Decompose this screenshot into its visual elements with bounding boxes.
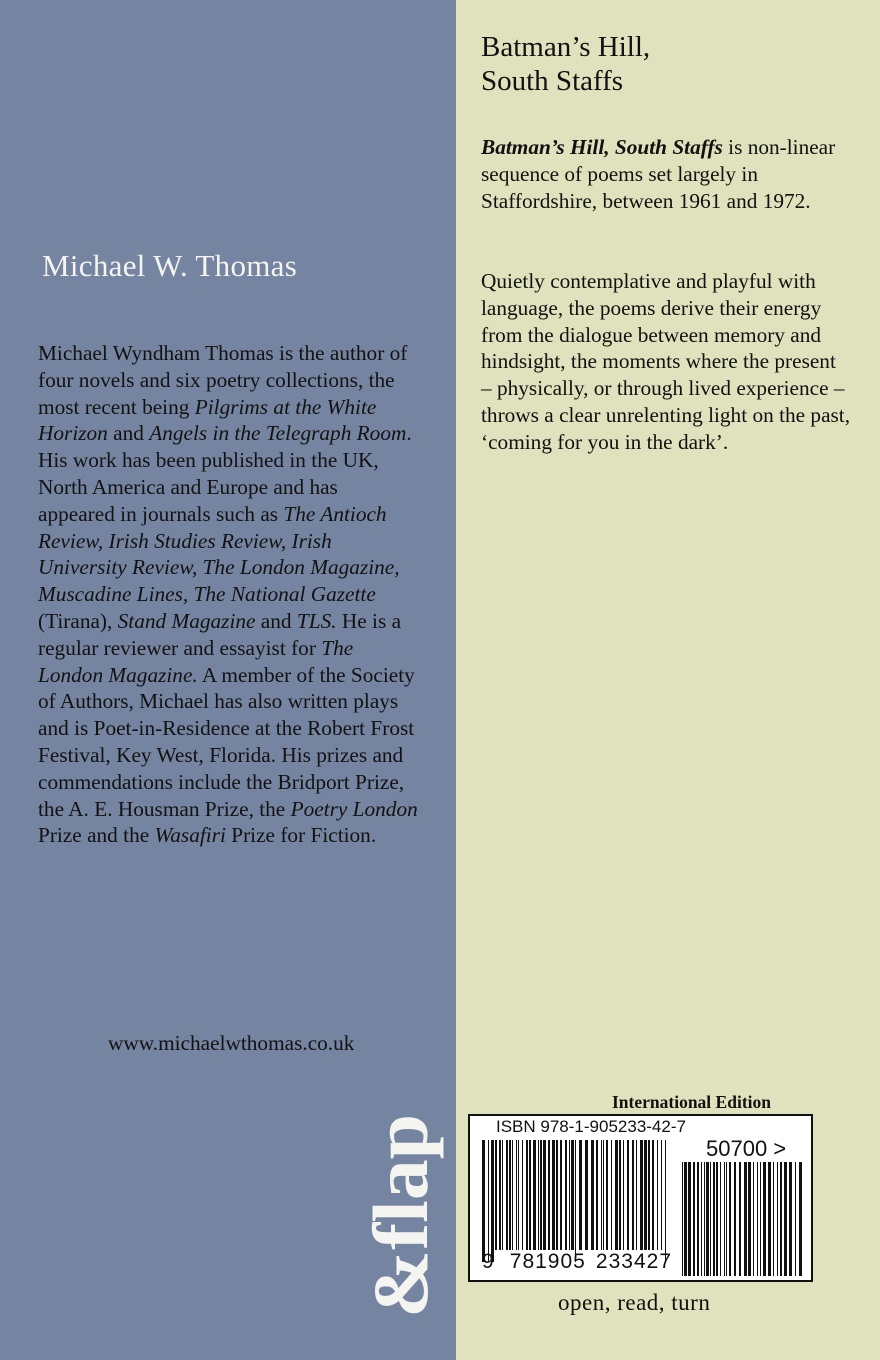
barcode-bar: [697, 1162, 699, 1276]
bio-text: Michael Wyndham Thomas is the author of four novels and six poetry collections, the most recent being: [38, 341, 408, 419]
barcode-bar: [724, 1162, 725, 1276]
barcode-bar: [784, 1162, 787, 1276]
barcode-bar: [744, 1162, 747, 1276]
description-text: is non-linear sequence of poems set largely in Staffordshire, between 1961 and 1972.: [481, 135, 836, 213]
barcode-bar: [552, 1140, 555, 1250]
barcode-bar: [543, 1140, 546, 1250]
barcode-bar: [538, 1140, 539, 1250]
barcode-bar: [571, 1140, 574, 1250]
barcode-bar: [657, 1140, 658, 1250]
barcode-bar: [777, 1162, 778, 1276]
barcode-bar: [780, 1162, 782, 1276]
isbn-label: ISBN 978-1-905233-42-7: [496, 1117, 686, 1136]
barcode-bar: [726, 1162, 727, 1276]
barcode-bar: [526, 1140, 528, 1250]
book-title-line: South Staffs: [481, 65, 624, 97]
price-code: 50700 >: [706, 1136, 787, 1161]
barcode-bar: [652, 1140, 654, 1250]
barcode-bar: [565, 1140, 567, 1250]
bio-text: He is a regular reviewer and essayist for: [38, 608, 402, 660]
barcode-bar: [506, 1140, 508, 1250]
barcode-bar: [720, 1162, 721, 1276]
barcode-bar: [548, 1140, 550, 1250]
barcode-bar: [729, 1162, 731, 1276]
barcode-bar: [632, 1140, 634, 1250]
barcode-bar: [579, 1140, 582, 1250]
bio-prize: Poetry London: [290, 796, 418, 821]
barcode-bar: [688, 1162, 691, 1276]
barcode-bar: [799, 1162, 802, 1276]
bio-journal: Stand Magazine: [117, 608, 256, 633]
barcode-bar: [704, 1162, 705, 1276]
barcode-bar: [601, 1140, 602, 1250]
barcode-bar: [482, 1140, 485, 1262]
barcode-bar: [682, 1162, 683, 1276]
bio-text: A member of the Society of Authors, Michael has also written plays and is Poet-in-Residence at the Robert Frost Festival, Key West, Florida. His prizes and commendations include the Bridport Prize, the A. E. Housman Prize, the: [38, 662, 415, 821]
barcode-bar: [603, 1140, 604, 1250]
bio-prize: Wasafiri: [154, 823, 226, 848]
barcode-bar: [540, 1140, 542, 1250]
bio-text: (Tirana),: [38, 608, 118, 633]
barcode-bar: [648, 1140, 650, 1250]
barcode-digits: [482, 1250, 672, 1274]
barcode-bar: [684, 1162, 687, 1276]
barcode-bar: [596, 1140, 598, 1250]
author-website: www.michaelwthomas.co.uk: [108, 1031, 355, 1055]
barcode-bar: [569, 1140, 570, 1250]
barcode-digits-right: 233427: [595, 1250, 672, 1273]
barcode-bar: [556, 1140, 558, 1250]
barcode-digit-lead: 9: [482, 1250, 494, 1273]
svg-text:&flap: &flap: [357, 1123, 444, 1318]
barcode-bar: [529, 1140, 531, 1250]
barcode-bar: [636, 1140, 637, 1250]
barcode-bar: [560, 1140, 562, 1250]
book-title-line: Batman’s Hill,: [481, 31, 651, 63]
barcode-bar: [516, 1140, 517, 1250]
barcode-bar: [627, 1140, 629, 1250]
publisher-tagline: open, read, turn: [558, 1290, 711, 1315]
barcode-bar: [585, 1140, 588, 1250]
barcode-bar: [623, 1140, 624, 1250]
bio-text: Prize for Fiction.: [225, 823, 377, 848]
barcode-bar: [491, 1140, 494, 1262]
bio-text: and: [255, 608, 297, 633]
bio-journal: The London Magazine.: [38, 635, 354, 687]
bio-book-title: Angels in the Telegraph Room: [149, 421, 407, 446]
barcode-bar: [716, 1162, 718, 1276]
barcode-bar: [763, 1162, 766, 1276]
barcode-bar: [495, 1140, 497, 1250]
author-name: Michael W. Thomas: [42, 248, 298, 283]
bio-journal-list: The Antioch Review, Irish Studies Review, Irish University Review, The London Magazine, Muscadine Lines, The National Gazette: [38, 501, 400, 607]
bio-text: . His work has been published in the UK, North America and Europe and has appeared in journals such as: [38, 421, 412, 526]
barcode-bar: [611, 1140, 612, 1250]
barcode-bar: [760, 1162, 761, 1276]
bio-text: Prize and the: [38, 823, 155, 848]
bio-text: and: [107, 421, 150, 446]
barcode-bar: [753, 1162, 754, 1276]
barcode-bar: [789, 1162, 792, 1276]
barcode-bar: [713, 1162, 715, 1276]
description-book-title: Batman’s Hill, South Staffs: [481, 135, 723, 159]
barcode-bar: [795, 1162, 796, 1276]
barcode-bar: [640, 1140, 643, 1250]
barcode-bar: [522, 1140, 523, 1250]
barcode-bar: [591, 1140, 594, 1250]
book-blurb: Quietly contemplative and playful with language, the poems derive their energy from the dialogue between memory and hindsight, the moments where the present – physically, or through lived experience – throws a clear unrelenting light on the past, ‘coming for you in the dark’.: [481, 269, 851, 454]
barcode-bar: [509, 1140, 511, 1250]
barcode-bar: [488, 1140, 489, 1262]
barcode-bar: [757, 1162, 758, 1276]
barcode-bar: [499, 1140, 501, 1250]
edition-label: International Edition: [612, 1092, 771, 1112]
barcode-bar: [615, 1140, 618, 1250]
barcode-bar: [773, 1162, 774, 1276]
barcode-bar: [619, 1140, 621, 1250]
barcode-bar: [693, 1162, 695, 1276]
barcode-bar: [701, 1162, 702, 1276]
barcode-bar: [606, 1140, 608, 1250]
barcode-bar: [739, 1162, 741, 1276]
bio-journal: TLS.: [296, 608, 337, 633]
barcode-bar: [706, 1162, 709, 1276]
barcode-bar: [665, 1140, 666, 1262]
barcode-bar: [748, 1162, 751, 1276]
barcode-bar: [661, 1140, 662, 1250]
bio-book-title: Pilgrims at the White Horizon: [38, 394, 377, 446]
barcode-bar: [502, 1140, 503, 1250]
barcode-bar: [710, 1162, 711, 1276]
barcode-bar: [533, 1140, 536, 1250]
barcode-digits-left: 781905: [509, 1250, 586, 1273]
barcode-bar: [734, 1162, 736, 1276]
barcode-bar: [575, 1140, 576, 1262]
barcode-bar: [512, 1140, 513, 1250]
barcode-bar: [768, 1162, 771, 1276]
barcode-bar: [644, 1140, 647, 1250]
barcode-bar: [518, 1140, 519, 1250]
